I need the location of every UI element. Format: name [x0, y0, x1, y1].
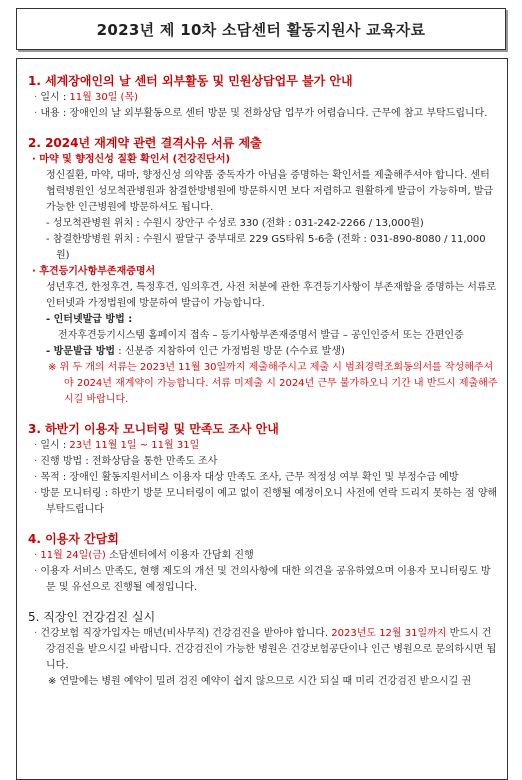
s4-date-text: 소담센터에서 이용자 간담회 진행 — [105, 550, 254, 561]
bullet-dot: · — [34, 488, 38, 499]
s1-content — [28, 106, 498, 122]
s1-date — [28, 90, 498, 106]
bullet-dot: · — [34, 628, 38, 639]
s3-purpose-text: 목적 : 장애인 활동지원서비스 이용자 대상 만족도 조사, 근무 적정성 여부 확인 및 부정수급 예방 — [40, 472, 459, 483]
bullet-dot: · — [32, 266, 36, 277]
dash: - — [46, 218, 50, 229]
s3-visit — [28, 486, 498, 518]
s2-sub1-text: 정신질환, 마약, 대마, 향정신성 의약품 중독자가 아님을 증명하는 확인서를 제출해주셔야 합니다. 센터 협력병원인 성모척관병원과 참결한방병원에 방문하시면 보다 저렴하고 원활하게 발급이 가능하며, 발급가능한 인근병원에 방문하셔도 됩니다. — [46, 170, 494, 213]
s5-text-a: 건강보험 직장가입자는 매년(비사무직) 건강검진을 받아야 합니다. — [40, 628, 332, 639]
s2-sub2-text: 성년후견, 한정후견, 특정후견, 임의후견, 사전 처분에 관한 후견등기사항이 부존재함을 증명하는 서류로 인터넷과 가정법원에 방문하여 발급이 가능합니다. — [46, 282, 497, 309]
s1-content-text: 내용 : 장애인의 날 외부활동으로 센터 방문 및 전화상담 업무가 어렵습니다. 근무에 참고 부탁드립니다. — [40, 108, 488, 119]
s2-visit — [28, 344, 498, 360]
s2-sub1 — [28, 152, 498, 168]
section-2-heading: 2. 2024년 재계약 관련 결격사유 서류 제출 — [28, 136, 262, 150]
s2-online-text: 전자후견등기시스템 홈페이지 접속 – 등기사항부존재증명서 발급 – 공인인증서 또는 간편인증 — [58, 330, 464, 341]
s3-date-label: 일시 : — [40, 440, 70, 451]
s2-note: ※ 위 두 개의 서류는 2023년 11월 30일까지 제출해주시고 제출 시 범죄경력조회동의서를 작성해주셔야 2024년 재계약이 가능합니다. 서류 미제출 시 2024년 근무 불가하오니 기간 내 반드시 제출해주시길 바랍니다. — [48, 362, 498, 405]
s2-online-label: 인터넷발급 방법 : — [53, 314, 133, 325]
s5-text-red: 2023년도 12월 31일까지 — [331, 628, 447, 639]
title-box — [16, 8, 506, 50]
dash: - — [46, 346, 51, 357]
bullet-dot: · — [34, 92, 38, 103]
s2-hosp1 — [28, 216, 498, 232]
document-body — [28, 72, 498, 690]
s4-date — [28, 548, 498, 564]
s3-method — [28, 454, 498, 470]
s2-hosp1-text: 성모척관병원 위치 : 수원시 장안구 수성로 330 (전화 : 031-242-2266 / 13,000원) — [52, 218, 424, 229]
s1-date-label: 일시 : — [40, 92, 70, 103]
document-title: 2023년 제 10차 소담센터 활동지원사 교육자료 — [96, 20, 426, 39]
section-5-heading: 5. 직장인 건강검진 실시 — [28, 610, 156, 624]
dash: - — [46, 314, 51, 325]
s4-date-value: 11월 24일(금) — [40, 550, 106, 561]
section-3-heading: 3. 하반기 이용자 모니터링 및 만족도 조사 안내 — [28, 422, 279, 436]
s5-note: ※ 연말에는 병원 예약이 밀려 검진 예약이 쉽지 않으므로 시간 되실 때 미리 건강검진 받으시길 권 — [48, 676, 472, 687]
bullet-dot: · — [34, 440, 38, 451]
s3-visit-text: 방문 모니터링 : 하반기 방문 모니터링이 예고 없이 진행될 예정이오니 사전에 연락 드리지 못하는 점 양해 부탁드립니다 — [40, 488, 498, 515]
s2-visit-text: : 신분증 지참하여 인근 가정법원 방문 (수수료 발생) — [115, 346, 345, 357]
bullet-dot: · — [34, 456, 38, 467]
bullet-dot: · — [34, 566, 38, 577]
s2-hosp2 — [28, 232, 498, 264]
s3-date-value: 23년 11월 1일 ~ 11월 31일 — [69, 440, 200, 451]
s5-text — [28, 626, 498, 674]
bullet-dot: · — [34, 108, 38, 119]
dash: - — [46, 234, 50, 245]
s2-sub2-label: 후견등기사항부존재증명서 — [39, 266, 156, 277]
bullet-dot: · — [34, 550, 38, 561]
s1-date-value: 11월 30일 (목) — [69, 92, 139, 103]
s5-text-b: 반드시 건강검진을 받으시길 바랍니다. 건강검진이 가능한 병원은 건강보험공단이나 인근 병원으로 문의하시면 됩니다. — [46, 628, 497, 671]
section-4-heading: 4. 이용자 간담회 — [28, 532, 119, 546]
s2-sub1-label: 마약 및 향정신성 질환 확인서 (건강진단서) — [39, 154, 231, 165]
bullet-dot: · — [32, 154, 36, 165]
s2-sub2 — [28, 264, 498, 280]
bullet-dot: · — [34, 472, 38, 483]
s2-online — [28, 312, 498, 328]
s4-content-text: 이용자 서비스 만족도, 현행 제도의 개선 및 건의사항에 대한 의견을 공유하였으며 이용자 모니터링도 방문 및 유선으로 진행될 예정입니다. — [40, 566, 491, 593]
s3-method-text: 진행 방법 : 전화상담을 통한 만족도 조사 — [40, 456, 218, 467]
s4-content — [28, 564, 498, 596]
s3-date — [28, 438, 498, 454]
s3-purpose — [28, 470, 498, 486]
s2-hosp2-text: 참결한방병원 위치 : 수원시 팔달구 중부대로 229 GS타워 5-6층 (전화 : 031-890-8080 / 11,000원) — [52, 234, 486, 261]
s2-visit-label: 방문발급 방법 — [53, 346, 116, 357]
section-1-heading: 1. 세계장애인의 날 센터 외부활동 및 민원상담업무 불가 안내 — [28, 74, 353, 88]
